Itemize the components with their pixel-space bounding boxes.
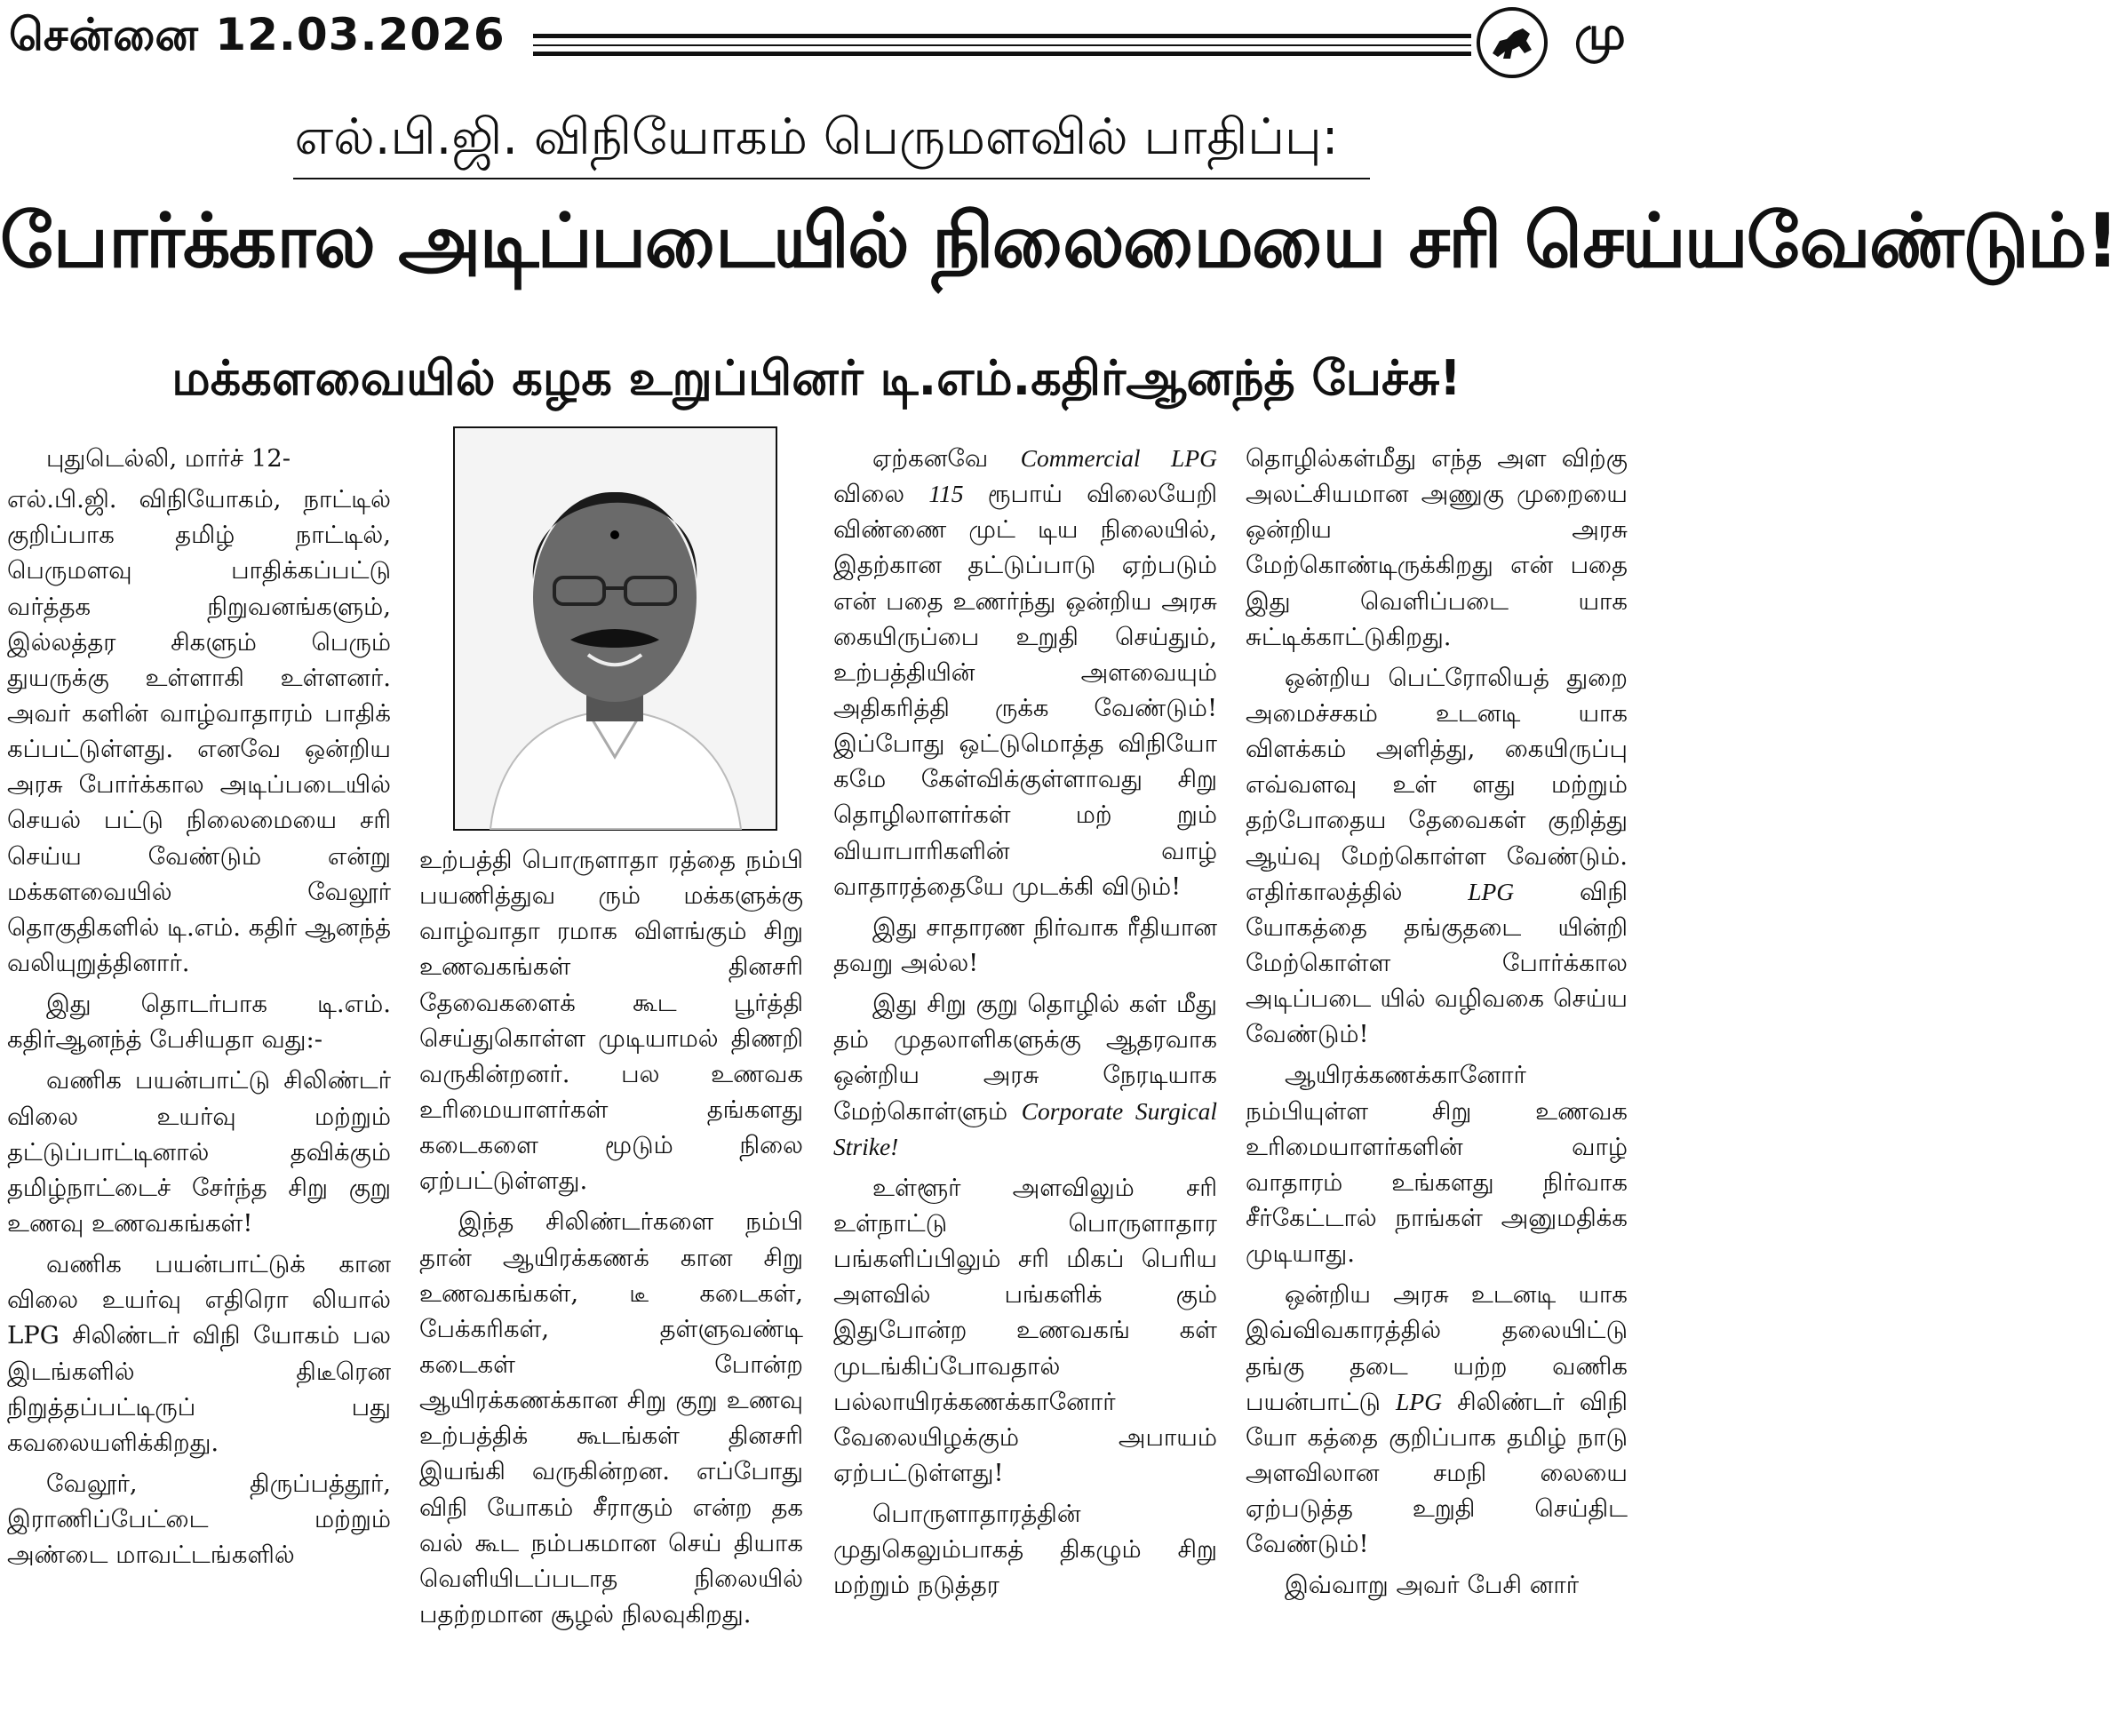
article-column-4 [1246, 441, 1628, 1734]
article-text: இது சிறு குறு தொழில் கள் மீது தம் முதலாளிகளுக்கு ஆதரவாக ஒன்றிய அரசு நேரடியாக மேற்கொள்ளும் [833, 990, 1217, 1126]
article-paragraph: ஆயிரக்கணக்கானோர் நம்பியுள்ள சிறு உணவக உரிமையாளர்களின் வாழ் வாதாரம் உங்களது நிர்வாக சீர்கேட்டால் நாங்கள் அனுமதிக்க முடியாது. [1246, 1061, 1628, 1269]
article-paragraph [1246, 660, 1628, 1053]
article-text-latin: 115 [928, 480, 964, 508]
kicker-underline [293, 178, 1370, 179]
masthead-rule [533, 44, 1471, 46]
article-paragraph [833, 986, 1217, 1165]
article-column-1 [7, 441, 391, 1734]
article-paragraph: பொருளாதாரத்தின் முதுகெலும்பாகத் திகழும் சிறு மற்றும் நடுத்தர [833, 1500, 1217, 1600]
masthead-rule [533, 52, 1471, 56]
article-paragraph: இவ்வாறு அவர் பேசி னார் [1285, 1571, 1580, 1600]
article-text: சிலிண்டர் விநி யோ கத்தை குறிப்பாக தமிழ் நாடு அளவிலான சமநி லையை ஏற்படுத்த உறுதி செய்திட வேண்டும்! [1246, 1387, 1628, 1559]
article-paragraph: இந்த சிலிண்டர்களை நம்பி தான் ஆயிரக்கணக் கான சிறு உணவகங்கள், டீ கடைகள், பேக்கரிகள், தள்ளுவண்டி கடைகள் போன்ற ஆயிரக்கணக்கான சிறு குறு உணவு உற்பத்திக் கூடங்கள் தினசரி இயங்கி வருகின்றன. எப்போது விநி யோகம் சீராகும் என்ற தக வல் கூட நம்பகமான செய் தியாக வெளியிடப்படாத நிலையில் பதற்றமான சூழல் நிலவுகிறது. [419, 1207, 803, 1628]
article-column-2 [419, 842, 803, 1734]
article-text: விலை [833, 480, 905, 509]
article-text: ஏற்கனவே [872, 444, 989, 473]
article-headline: போர்க்கால அடிப்படையில் நிலைமையை சரி செய்யவேண்டும்! [0, 197, 2118, 284]
article-text-latin: Corporate Surgical Strike! [833, 1096, 1217, 1160]
party-emblem-icon [1477, 7, 1548, 78]
article-paragraph: இது சாதாரண நிர்வாக ரீதியான தவறு அல்ல! [833, 912, 1217, 977]
masthead-edge-letter: மு [1574, 7, 1626, 60]
article-paragraph: வேலூர், திருப்பத்தூர், இராணிப்பேட்டை மற்றும் அண்டை மாவட்டங்களில் [7, 1469, 391, 1570]
article-text-latin: LPG [1468, 877, 1515, 905]
article-paragraph: இது தொடர்பாக டி.எம். கதிர்ஆனந்த் பேசியதா வது:- [7, 990, 391, 1055]
masthead [0, 0, 1633, 98]
article-paragraph: உள்ளூர் அளவிலும் சரி உள்நாட்டு பொருளாதார பங்களிப்பிலும் சரி மிகப் பெரிய அளவில் பங்களிக் கும் இதுபோன்ற உணவகங் கள் முடங்கிப்போவதால் பல்லாயிரக்கணக்கானோர் வேலையிழக்கும் அபாயம் ஏற்பட்டுள்ளது! [833, 1173, 1217, 1487]
article-paragraph: உற்பத்தி பொருளாதா ரத்தை நம்பி பயணித்துவ ரும் மக்களுக்கு வாழ்வாதா ரமாக விளங்கும் சிறு உணவகங்கள் தினசரி தேவைகளைக் கூட பூர்த்தி செய்துகொள்ள முடியாமல் திணறி வருகின்றனர். பல உணவக உரிமையாளர்கள் தங்களது கடைகளை மூடும் நிலை ஏற்பட்டுள்ளது. [419, 846, 803, 1196]
article-text: விநி யோகத்தை தங்குதடை யின்றி மேற்கொள்ள போர்க்கால அடிப்படை யில் வழிவகை செய்ய வேண்டும்! [1246, 877, 1628, 1049]
article-paragraph: தொழில்கள்மீது எந்த அள விற்கு அலட்சியமான அணுகு முறையை ஒன்றிய அரசு மேற்கொண்டிருக்கிறது என் பதை இது வெளிப்படை யாக சுட்டிக்காட்டுகிறது. [1246, 444, 1628, 651]
article-paragraph: வணிக பயன்பாட்டுக் கான விலை உயர்வு எதிரொ லியால் LPG சிலிண்டர் விநி யோகம் பல இடங்களில் திடீரென நிறுத்தப்பட்டிருப் பது கவலையளிக்கிறது. [7, 1250, 391, 1457]
article-column-3 [833, 441, 1217, 1734]
article-paragraph: வணிக பயன்பாட்டு சிலிண்டர் விலை உயர்வு மற்றும் தட்டுப்பாட்டினால் தவிக்கும் தமிழ்நாட்டைச் சேர்ந்த சிறு குறு உணவு உணவகங்கள்! [7, 1066, 391, 1238]
article-kicker: எல்.பி.ஜி. விநியோகம் பெருமளவில் பாதிப்பு: [294, 108, 1339, 166]
article-subhead: மக்களவையில் கழக உறுப்பினர் டி.எம்.கதிர்ஆனந்த் பேச்சு! [171, 350, 1461, 406]
speaker-portrait [453, 426, 777, 831]
dateline: சென்னை 12.03.2026 [9, 9, 506, 60]
article-paragraph [1246, 1277, 1628, 1562]
article-text-latin: Commercial LPG [1020, 444, 1217, 472]
article-paragraph [833, 441, 1217, 904]
article-text: ஒன்றிய அரசு உடனடி யாக இவ்விவகாரத்தில் தலையிட்டு தங்கு தடை யற்ற வணிக பயன்பாட்டு [1246, 1280, 1628, 1416]
article-paragraph: எல்.பி.ஜி. விநியோகம், நாட்டில் குறிப்பாக தமிழ் நாட்டில், பெருமளவு பாதிக்கப்பட்டு வர்த்தக நிறுவனங்களும், இல்லத்தர சிகளும் பெரும் துயருக்கு உள்ளாகி உள்ளனர். அவர் களின் வாழ்வாதாரம் பாதிக் கப்பட்டுள்ளது. எனவே ஒன்றிய அரசு போர்க்கால அடிப்படையில் செயல் பட்டு நிலைமையை சரி செய்ய வேண்டும் என்று மக்களவையில் வேலூர் தொகுதிகளில் டி.எம். கதிர் ஆனந்த் வலியுறுத்தினார். [7, 485, 391, 977]
article-paragraph: புதுடெல்லி, மார்ச் 12- [46, 444, 291, 473]
article-text: ரூபாய் விலையேறி விண்ணை முட் டிய நிலையில், இதற்கான தட்டுப்பாடு ஏற்படும் என் பதை உணர்ந்து ஒன்றிய அரசு கையிருப்பை உறுதி செய்தும், உற்பத்தியின் அளவையும் அதிகரித்தி ருக்க வேண்டும்! இப்போது ஒட்டுமொத்த விநியோ கமே கேள்விக்குள்ளாவது சிறு தொழிலாளர்கள் மற் றும் வியாபாரிகளின் வாழ் வாதாரத்தையே முடக்கி விடும்! [833, 480, 1217, 901]
article-text: ஒன்றிய பெட்ரோலியத் துறை அமைச்சகம் உடனடி யாக விளக்கம் அளித்து, கையிருப்பு எவ்வளவு உள் ளது மற்றும் தற்போதைய தேவைகள் குறித்து ஆய்வு மேற்கொள்ள வேண்டும். எதிர்காலத்தில் [1246, 663, 1628, 906]
article-text-latin: LPG [1396, 1387, 1442, 1415]
masthead-rule [533, 34, 1471, 38]
